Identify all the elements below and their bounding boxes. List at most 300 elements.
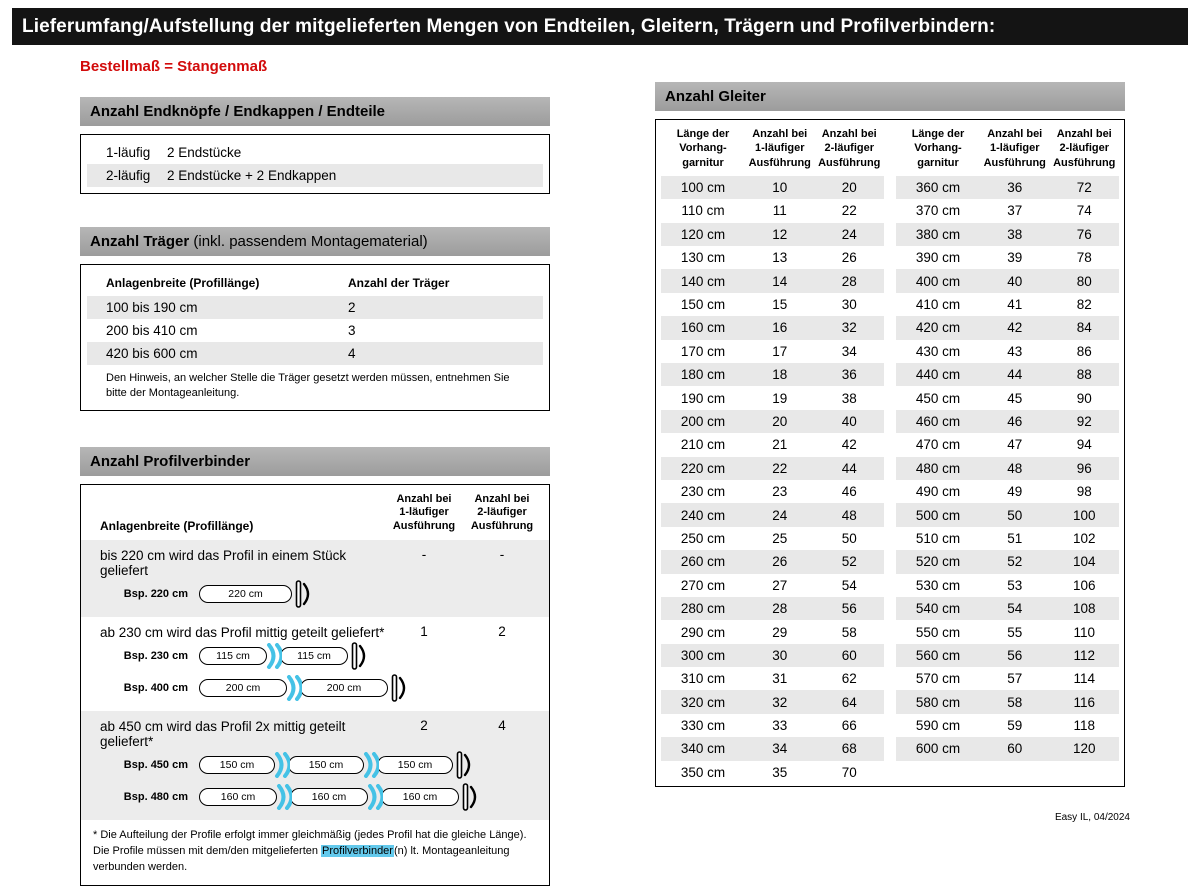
count-cell: 88 xyxy=(1076,367,1092,383)
profilverbinder-footnote xyxy=(81,820,549,885)
traeger-header-bold: Anzahl Träger xyxy=(90,233,190,250)
count-cell: 94 xyxy=(1076,437,1092,453)
gleiter-row xyxy=(896,644,1119,667)
rod-segment: 150 cm xyxy=(199,756,275,774)
bracket-count: 4 xyxy=(348,346,356,361)
gleiter-row xyxy=(896,410,1119,433)
count-cell: 44 xyxy=(1007,367,1023,383)
length-cell: 130 cm xyxy=(680,250,726,266)
rod-segment: 150 cm xyxy=(377,756,453,774)
traeger-rows xyxy=(87,296,543,365)
length-cell: 430 cm xyxy=(915,343,961,359)
count-cell: 90 xyxy=(1076,390,1092,406)
end-pieces-value: 2 Endstücke + 2 Endkappen xyxy=(167,168,337,183)
length-cell: 580 cm xyxy=(915,694,961,710)
endteile-table xyxy=(80,134,550,194)
profilverbinder-table-header xyxy=(81,485,549,540)
length-cell: 260 cm xyxy=(680,554,726,570)
connector-count-1: 2 xyxy=(420,717,428,733)
group-top-row xyxy=(100,547,541,578)
profilverbinder-group xyxy=(81,711,549,820)
group-rule-text: ab 230 cm wird das Profil mittig geteilt geliefert* xyxy=(100,624,385,640)
length-cell: 240 cm xyxy=(680,507,726,523)
gleiter-row xyxy=(896,550,1119,573)
end-piece-icon xyxy=(351,641,367,671)
count-cell: 96 xyxy=(1076,460,1092,476)
end-piece-icon xyxy=(295,579,311,609)
length-cell: 170 cm xyxy=(680,343,726,359)
gleiter-row xyxy=(896,527,1119,550)
count-cell: 25 xyxy=(772,530,788,546)
count-cell: 106 xyxy=(1072,577,1096,593)
length-cell: 320 cm xyxy=(680,694,726,710)
gleiter-row xyxy=(896,386,1119,409)
profilverbinder-groups xyxy=(81,540,549,820)
gleiter-row xyxy=(661,550,884,573)
gleiter-row xyxy=(661,480,884,503)
length-cell: 500 cm xyxy=(915,507,961,523)
count-cell: 19 xyxy=(772,390,788,406)
gleiter-row xyxy=(661,176,884,199)
count-cell: 32 xyxy=(772,694,788,710)
count-cell: 15 xyxy=(772,297,788,313)
count-cell: 52 xyxy=(841,554,857,570)
length-cell: 120 cm xyxy=(680,226,726,242)
column-header: Länge der Vorhang- garnitur xyxy=(676,128,730,169)
gleiter-row xyxy=(896,597,1119,620)
length-cell: 490 cm xyxy=(915,484,961,500)
length-cell: 460 cm xyxy=(915,413,961,429)
traeger-table xyxy=(80,264,550,411)
rod-segment: 160 cm xyxy=(381,788,459,806)
length-cell: 410 cm xyxy=(915,297,961,313)
gleiter-row xyxy=(661,410,884,433)
length-cell: 470 cm xyxy=(915,437,961,453)
count-cell: 11 xyxy=(772,203,787,219)
example-label: Bsp. 450 cm xyxy=(123,758,188,771)
gleiter-row xyxy=(896,316,1119,339)
section-header-profilverbinder: Anzahl Profilverbinder xyxy=(80,447,550,476)
gleiter-table-header xyxy=(896,125,1119,174)
count-cell: 59 xyxy=(1007,718,1023,734)
length-cell: 530 cm xyxy=(915,577,961,593)
profile-example xyxy=(100,672,541,704)
count-cell: 46 xyxy=(841,484,857,500)
gleiter-row xyxy=(896,480,1119,503)
end-piece-icon xyxy=(462,782,478,812)
column-header-anlagenbreite: Anlagenbreite (Profillänge) xyxy=(100,518,254,533)
column-header-1-laeufig: Anzahl bei 1-läufiger Ausführung xyxy=(392,492,456,533)
count-cell: 48 xyxy=(1007,460,1023,476)
gleiter-row xyxy=(896,199,1119,222)
length-cell: 480 cm xyxy=(915,460,961,476)
count-cell: 110 xyxy=(1073,624,1096,640)
count-cell: 64 xyxy=(841,694,857,710)
count-cell: 42 xyxy=(841,437,857,453)
count-cell: 108 xyxy=(1072,601,1096,617)
gleiter-row xyxy=(896,363,1119,386)
count-cell: 52 xyxy=(1007,554,1023,570)
gleiter-row xyxy=(896,223,1119,246)
gleiter-table-right xyxy=(896,125,1119,761)
length-cell: 560 cm xyxy=(915,647,961,663)
count-cell: 49 xyxy=(1007,484,1023,500)
run-count-label: 1-läufig xyxy=(106,145,151,160)
length-cell: 570 cm xyxy=(915,671,961,687)
count-cell: 32 xyxy=(841,320,857,336)
count-cell: 39 xyxy=(1007,250,1023,266)
profile-rod xyxy=(199,750,472,780)
gleiter-row xyxy=(661,690,884,713)
count-cell: 50 xyxy=(841,530,857,546)
gleiter-row xyxy=(661,457,884,480)
gleiter-row xyxy=(661,644,884,667)
count-cell: 57 xyxy=(1007,671,1023,687)
count-cell: 34 xyxy=(772,741,788,757)
end-piece-icon xyxy=(391,673,407,703)
count-cell: 118 xyxy=(1073,718,1096,734)
width-range: 200 bis 410 cm xyxy=(106,323,198,338)
length-cell: 200 cm xyxy=(680,413,726,429)
traeger-row xyxy=(87,296,543,319)
order-measure-note: Bestellmaß = Stangenmaß xyxy=(80,58,268,75)
footnote-highlight: Profilverbinder xyxy=(322,844,393,857)
count-cell: 46 xyxy=(1007,413,1023,429)
length-cell: 180 cm xyxy=(680,367,726,383)
gleiter-row xyxy=(661,620,884,643)
gleiter-row xyxy=(661,363,884,386)
count-cell: 102 xyxy=(1072,530,1096,546)
count-cell: 20 xyxy=(772,413,788,429)
count-cell: 58 xyxy=(1007,694,1023,710)
length-cell: 310 cm xyxy=(680,671,726,687)
length-cell: 340 cm xyxy=(680,741,726,757)
gleiter-row xyxy=(661,714,884,737)
gleiter-row xyxy=(661,293,884,316)
count-cell: 17 xyxy=(772,343,788,359)
count-cell: 36 xyxy=(1007,180,1023,196)
count-cell: 98 xyxy=(1076,484,1092,500)
count-cell: 45 xyxy=(1007,390,1023,406)
profile-connector-icon xyxy=(362,752,379,778)
length-cell: 110 cm xyxy=(681,203,725,219)
connector-count-2: - xyxy=(499,546,505,562)
count-cell: 116 xyxy=(1073,694,1096,710)
profile-connector-icon xyxy=(273,752,290,778)
gleiter-table-left xyxy=(661,125,884,784)
section-header-gleiter: Anzahl Gleiter xyxy=(655,82,1125,111)
gleiter-row xyxy=(896,246,1119,269)
gleiter-row xyxy=(661,527,884,550)
gleiter-row xyxy=(896,503,1119,526)
count-cell: 44 xyxy=(841,460,857,476)
count-cell: 27 xyxy=(772,577,788,593)
count-cell: 42 xyxy=(1007,320,1023,336)
count-cell: 43 xyxy=(1007,343,1023,359)
count-cell: 80 xyxy=(1076,273,1092,289)
count-cell: 120 xyxy=(1072,741,1096,757)
gleiter-row xyxy=(661,597,884,620)
count-cell: 92 xyxy=(1076,413,1092,429)
gleiter-table-header xyxy=(661,125,884,174)
count-cell: 12 xyxy=(772,226,788,242)
gleiter-row xyxy=(896,714,1119,737)
count-cell: 10 xyxy=(772,180,788,196)
length-cell: 300 cm xyxy=(680,647,726,663)
rod-segment: 220 cm xyxy=(199,585,292,603)
profile-connector-icon xyxy=(366,784,383,810)
endteile-row xyxy=(87,141,543,164)
count-cell: 40 xyxy=(841,413,857,429)
footnote-text: * Die Aufteilung der Profile erfolgt immer gleichmäßig (jedes Profil hat die gleiche Länge). Die Profile müssen mit dem/den mitgelieferten xyxy=(93,828,527,857)
bracket-count: 3 xyxy=(348,323,356,338)
right-column xyxy=(655,82,1125,787)
gleiter-row xyxy=(661,667,884,690)
count-cell: 30 xyxy=(772,647,788,663)
gleiter-row xyxy=(661,340,884,363)
length-cell: 160 cm xyxy=(680,320,726,336)
count-cell: 60 xyxy=(1007,741,1023,757)
count-cell: 34 xyxy=(841,343,857,359)
profilverbinder-table xyxy=(80,484,550,886)
gleiter-row xyxy=(896,433,1119,456)
length-cell: 380 cm xyxy=(915,226,961,242)
width-range: 100 bis 190 cm xyxy=(106,300,198,315)
count-cell: 70 xyxy=(841,764,857,780)
count-cell: 48 xyxy=(841,507,857,523)
length-cell: 220 cm xyxy=(680,460,726,476)
count-cell: 78 xyxy=(1076,250,1092,266)
count-cell: 13 xyxy=(772,250,788,266)
count-cell: 60 xyxy=(841,647,857,663)
rod-segment: 200 cm xyxy=(300,679,388,697)
count-cell: 58 xyxy=(841,624,857,640)
endteile-row xyxy=(87,164,543,187)
run-count-label: 2-läufig xyxy=(106,168,151,183)
gleiter-row xyxy=(661,269,884,292)
count-cell: 38 xyxy=(1007,226,1023,242)
profile-example xyxy=(100,781,541,813)
length-cell: 360 cm xyxy=(915,180,961,196)
group-rule-text: ab 450 cm wird das Profil 2x mittig geteilt geliefert* xyxy=(100,718,346,749)
traeger-row xyxy=(87,319,543,342)
column-header-anzahl-traeger: Anzahl der Träger xyxy=(348,276,450,290)
rod-segment: 160 cm xyxy=(199,788,277,806)
length-cell: 230 cm xyxy=(680,484,726,500)
group-rule-text: bis 220 cm wird das Profil in einem Stück geliefert xyxy=(100,547,347,578)
end-piece-icon xyxy=(456,750,472,780)
gleiter-row xyxy=(661,737,884,760)
profile-rod xyxy=(199,579,311,609)
gleiter-row xyxy=(661,433,884,456)
document-version: Easy IL, 04/2024 xyxy=(1054,812,1130,823)
count-cell: 16 xyxy=(772,320,788,336)
traeger-row xyxy=(87,342,543,365)
count-cell: 35 xyxy=(772,764,788,780)
profile-connector-icon xyxy=(275,784,292,810)
count-cell: 36 xyxy=(841,367,857,383)
profilverbinder-group xyxy=(81,540,549,617)
count-cell: 26 xyxy=(772,554,788,570)
length-cell: 210 cm xyxy=(680,437,726,453)
example-label: Bsp. 220 cm xyxy=(123,587,188,600)
width-range: 420 bis 600 cm xyxy=(106,346,198,361)
rod-segment: 150 cm xyxy=(288,756,364,774)
traeger-table-header xyxy=(87,270,543,296)
count-cell: 14 xyxy=(772,273,788,289)
length-cell: 390 cm xyxy=(915,250,961,266)
count-cell: 54 xyxy=(841,577,857,593)
gleiter-row xyxy=(896,293,1119,316)
count-cell: 114 xyxy=(1073,671,1096,687)
count-cell: 24 xyxy=(772,507,788,523)
column-header-2-laeufig: Anzahl bei 2-läufiger Ausführung xyxy=(470,492,534,533)
gleiter-table xyxy=(655,119,1125,787)
connector-count-2: 2 xyxy=(498,623,506,639)
length-cell: 420 cm xyxy=(915,320,961,336)
gleiter-row xyxy=(896,176,1119,199)
length-cell: 600 cm xyxy=(915,741,961,757)
count-cell: 53 xyxy=(1007,577,1023,593)
length-cell: 440 cm xyxy=(915,367,961,383)
count-cell: 40 xyxy=(1007,273,1023,289)
end-pieces-value: 2 Endstücke xyxy=(167,145,242,160)
count-cell: 18 xyxy=(772,367,788,383)
length-cell: 590 cm xyxy=(915,718,961,734)
section-header-endteile: Anzahl Endknöpfe / Endkappen / Endteile xyxy=(80,97,550,126)
length-cell: 510 cm xyxy=(915,530,961,546)
profile-rod xyxy=(199,782,478,812)
profile-connector-icon xyxy=(285,675,302,701)
profile-example xyxy=(100,578,541,610)
gleiter-row xyxy=(896,340,1119,363)
count-cell: 33 xyxy=(772,718,788,734)
left-column xyxy=(80,58,550,886)
group-top-row xyxy=(100,624,541,640)
length-cell: 330 cm xyxy=(680,718,726,734)
connector-count-2: 4 xyxy=(498,717,506,733)
count-cell: 47 xyxy=(1007,437,1023,453)
rod-segment: 115 cm xyxy=(199,647,267,665)
bracket-count: 2 xyxy=(348,300,356,315)
length-cell: 370 cm xyxy=(915,203,961,219)
length-cell: 270 cm xyxy=(680,577,726,593)
length-cell: 150 cm xyxy=(680,297,726,313)
count-cell: 54 xyxy=(1007,601,1023,617)
count-cell: 56 xyxy=(1007,647,1023,663)
gleiter-row xyxy=(661,223,884,246)
count-cell: 68 xyxy=(841,741,857,757)
gleiter-row xyxy=(896,737,1119,760)
length-cell: 290 cm xyxy=(680,624,726,640)
length-cell: 100 cm xyxy=(680,180,726,196)
count-cell: 74 xyxy=(1076,203,1092,219)
count-cell: 30 xyxy=(841,297,857,313)
section-header-traeger xyxy=(80,227,550,256)
count-cell: 21 xyxy=(772,437,788,453)
column-header: Anzahl bei 2-läufiger Ausführung xyxy=(818,128,881,169)
traeger-note: Den Hinweis, an welcher Stelle die Träger gesetzt werden müssen, entnehmen Sie bitte der Montageanleitung. xyxy=(106,372,510,399)
column-header: Anzahl bei 2-läufiger Ausführung xyxy=(1053,128,1116,169)
column-header: Länge der Vorhang- garnitur xyxy=(911,128,965,169)
column-header: Anzahl bei 1-läufiger Ausführung xyxy=(983,128,1046,169)
rod-segment: 160 cm xyxy=(290,788,368,806)
example-label: Bsp. 400 cm xyxy=(123,681,188,694)
rod-segment: 115 cm xyxy=(280,647,348,665)
length-cell: 540 cm xyxy=(915,601,961,617)
count-cell: 104 xyxy=(1072,554,1096,570)
count-cell: 51 xyxy=(1007,530,1023,546)
count-cell: 28 xyxy=(841,273,857,289)
profile-connector-icon xyxy=(265,643,282,669)
length-cell: 550 cm xyxy=(915,624,961,640)
length-cell: 520 cm xyxy=(915,554,961,570)
gleiter-row xyxy=(661,246,884,269)
gleiter-row xyxy=(661,574,884,597)
count-cell: 112 xyxy=(1073,647,1096,663)
gleiter-row xyxy=(661,316,884,339)
gleiter-row xyxy=(896,269,1119,292)
profile-rod xyxy=(199,673,407,703)
example-label: Bsp. 480 cm xyxy=(123,790,188,803)
gleiter-row xyxy=(896,574,1119,597)
count-cell: 62 xyxy=(841,671,857,687)
profilverbinder-group xyxy=(81,617,549,711)
profile-example xyxy=(100,749,541,781)
count-cell: 72 xyxy=(1076,180,1092,196)
count-cell: 28 xyxy=(772,601,788,617)
gleiter-row xyxy=(896,457,1119,480)
example-label: Bsp. 230 cm xyxy=(123,649,188,662)
gleiter-row xyxy=(661,761,884,784)
traeger-header-normal: (inkl. passendem Montagematerial) xyxy=(189,233,428,250)
gleiter-row xyxy=(661,503,884,526)
count-cell: 86 xyxy=(1076,343,1092,359)
count-cell: 26 xyxy=(841,250,857,266)
column-header: Anzahl bei 1-läufiger Ausführung xyxy=(748,128,811,169)
gleiter-row xyxy=(896,620,1119,643)
count-cell: 31 xyxy=(772,671,788,687)
length-cell: 140 cm xyxy=(680,273,726,289)
count-cell: 22 xyxy=(841,203,857,219)
gleiter-row xyxy=(896,690,1119,713)
page-title: Lieferumfang/Aufstellung der mitgelieferten Mengen von Endteilen, Gleitern, Trägern und Profilverbindern: xyxy=(12,8,1188,45)
count-cell: 29 xyxy=(772,624,788,640)
length-cell: 450 cm xyxy=(915,390,961,406)
count-cell: 22 xyxy=(772,460,788,476)
count-cell: 76 xyxy=(1076,226,1092,242)
count-cell: 24 xyxy=(841,226,857,242)
count-cell: 84 xyxy=(1076,320,1092,336)
rod-segment: 200 cm xyxy=(199,679,287,697)
length-cell: 280 cm xyxy=(680,601,726,617)
footnote-text: (n) lt. Montageanleitung verbunden werden. xyxy=(93,844,510,873)
count-cell: 20 xyxy=(841,180,857,196)
length-cell: 190 cm xyxy=(680,390,726,406)
count-cell: 55 xyxy=(1007,624,1023,640)
gleiter-row xyxy=(661,199,884,222)
count-cell: 38 xyxy=(841,390,857,406)
count-cell: 41 xyxy=(1007,297,1023,313)
count-cell: 50 xyxy=(1007,507,1023,523)
gleiter-row xyxy=(661,386,884,409)
column-header-anlagenbreite: Anlagenbreite (Profillänge) xyxy=(106,276,260,290)
connector-count-1: 1 xyxy=(420,623,428,639)
gleiter-row xyxy=(896,667,1119,690)
count-cell: 82 xyxy=(1076,297,1092,313)
count-cell: 37 xyxy=(1007,203,1023,219)
count-cell: 56 xyxy=(841,601,857,617)
